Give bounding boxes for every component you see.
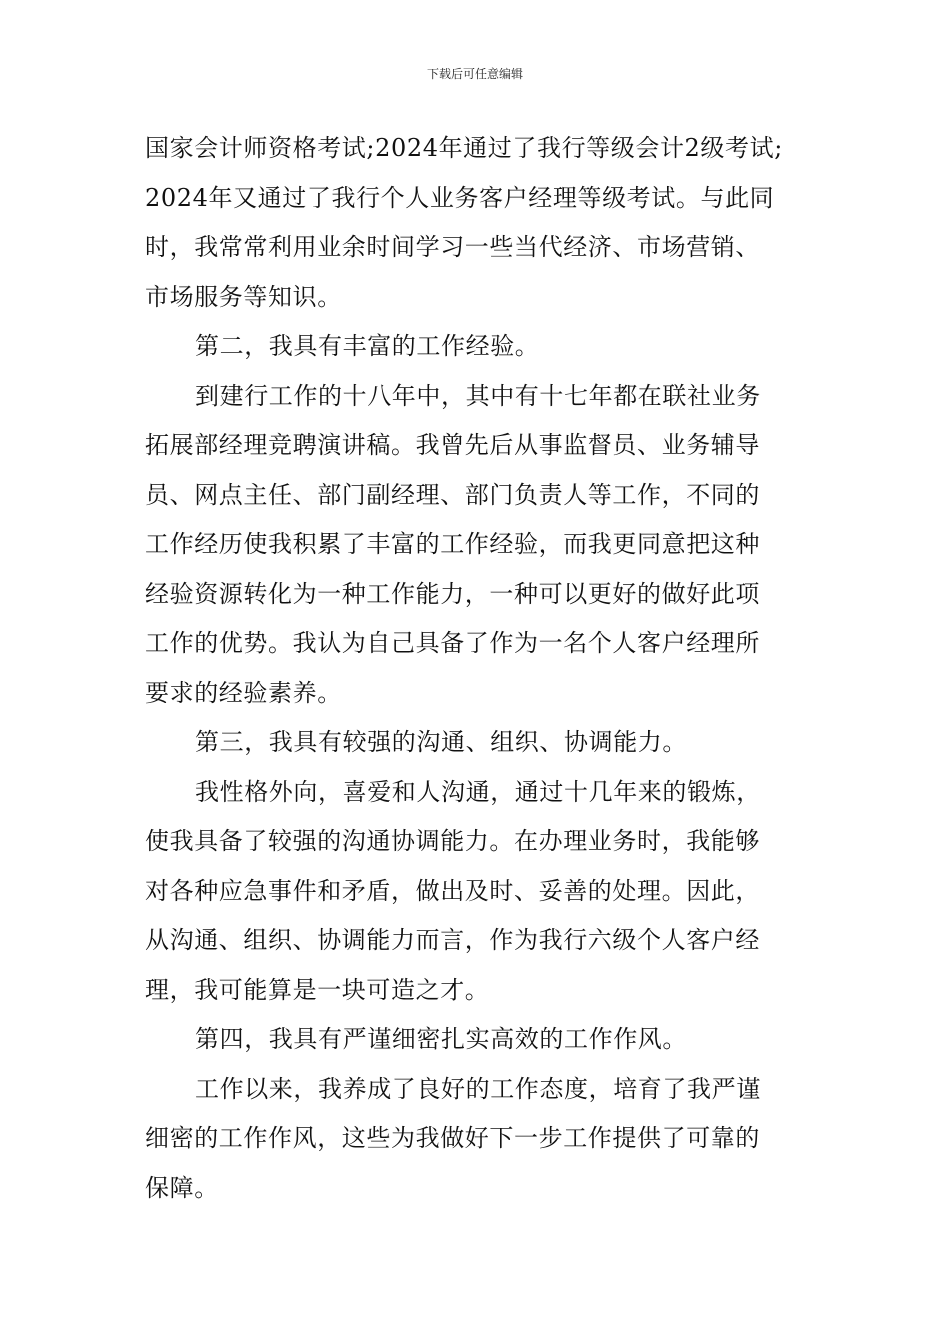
paragraph-start: 到建行工作的十八年中，其中有十七年都在联社业务 — [195, 381, 761, 410]
text-line: 市场服务等知识。 — [145, 282, 342, 311]
text-line: 拓展部经理竞聘演讲稿。我曾先后从事监督员、业务辅导 — [145, 431, 760, 459]
document-body — [145, 124, 815, 1213]
text-line: 细密的工作作风，这些为我做好下一步工作提供了可靠的 — [145, 1124, 760, 1152]
text-line: 2024年又通过了我行个人业务客户经理等级考试。与此同 — [145, 183, 775, 212]
section-heading: 第四，我具有严谨细密扎实高效的工作作风。 — [195, 1025, 687, 1053]
text-line: 经验资源转化为一种工作能力，一种可以更好的做好此项 — [145, 579, 760, 608]
paragraph-start: 我性格外向，喜爱和人沟通，通过十几年来的锻炼， — [195, 777, 761, 806]
page-header: 下载后可任意编辑 — [426, 67, 523, 81]
paragraph-start: 工作以来，我养成了良好的工作态度，培育了我严谨 — [195, 1074, 761, 1103]
text-line: 工作经历使我积累了丰富的工作经验，而我更同意把这种 — [145, 530, 760, 558]
text-line: 保障。 — [145, 1173, 219, 1202]
text-line: 使我具备了较强的沟通协调能力。在办理业务时，我能够 — [145, 827, 760, 855]
text-line: 要求的经验素养。 — [145, 678, 342, 707]
text-line: 工作的优势。我认为自己具备了作为一名个人客户经理所 — [145, 629, 760, 657]
text-line: 国家会计师资格考试;2024年通过了我行等级会计2级考试; — [145, 134, 783, 162]
text-line: 理，我可能算是一块可造之才。 — [145, 975, 490, 1004]
text-line: 员、网点主任、部门副经理、部门负责人等工作，不同的 — [145, 480, 760, 509]
section-heading: 第三，我具有较强的沟通、组织、协调能力。 — [195, 728, 687, 756]
text-line: 时，我常常利用业余时间学习一些当代经济、市场营销、 — [145, 233, 760, 261]
text-line: 对各种应急事件和矛盾，做出及时、妥善的处理。因此， — [145, 876, 760, 905]
section-heading: 第二，我具有丰富的工作经验。 — [195, 332, 540, 360]
text-line: 从沟通、组织、协调能力而言，作为我行六级个人客户经 — [145, 926, 760, 954]
